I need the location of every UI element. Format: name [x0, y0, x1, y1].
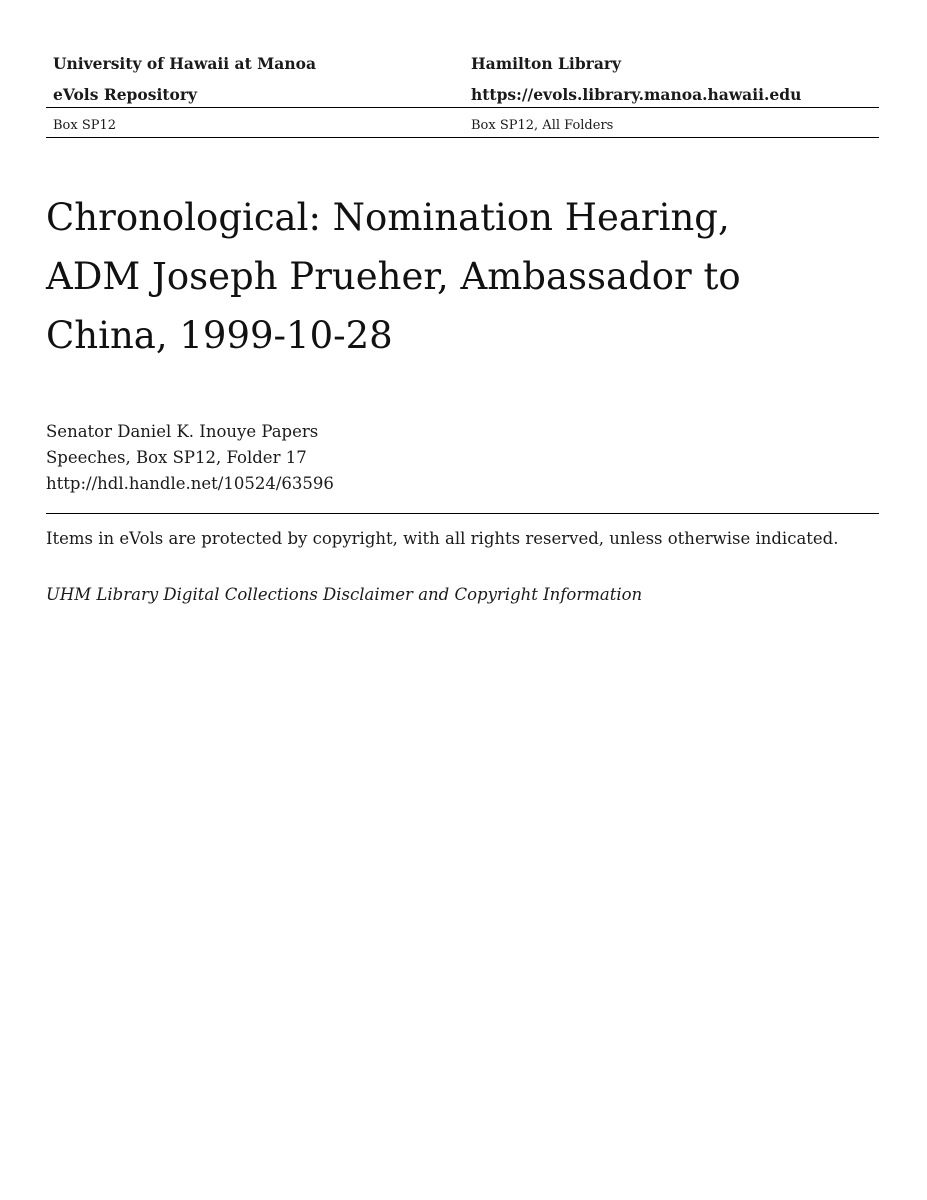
- title-line: Chronological: Nomination Hearing,: [46, 196, 730, 239]
- institution-name: University of Hawaii at Manoa: [53, 54, 316, 73]
- document-metadata: [46, 419, 334, 497]
- header-row-2: [46, 85, 879, 115]
- collection-name: Senator Daniel K. Inouye Papers: [46, 422, 319, 441]
- header-row-1: [46, 54, 879, 84]
- box-label-right: Box SP12, All Folders: [471, 118, 614, 133]
- repository-url: https://evols.library.manoa.hawaii.edu: [471, 85, 802, 104]
- document-title: [46, 188, 879, 365]
- folder-location: Speeches, Box SP12, Folder 17: [46, 448, 307, 467]
- copyright-notice: Items in eVols are protected by copyright, with all rights reserved, unless otherwise indicated.: [46, 529, 839, 548]
- header-divider: [46, 107, 879, 108]
- footer-divider: [46, 513, 879, 514]
- handle-link[interactable]: http://hdl.handle.net/10524/63596: [46, 474, 334, 493]
- library-name: Hamilton Library: [471, 54, 622, 73]
- box-label-left: Box SP12: [53, 118, 117, 133]
- title-line: ADM Joseph Prueher, Ambassador to: [46, 255, 741, 298]
- header-bottom-divider: [46, 137, 879, 138]
- repository-name: eVols Repository: [53, 85, 198, 104]
- title-line: China, 1999-10-28: [46, 314, 393, 357]
- disclaimer-link[interactable]: UHM Library Digital Collections Disclaimer and Copyright Information: [46, 585, 643, 604]
